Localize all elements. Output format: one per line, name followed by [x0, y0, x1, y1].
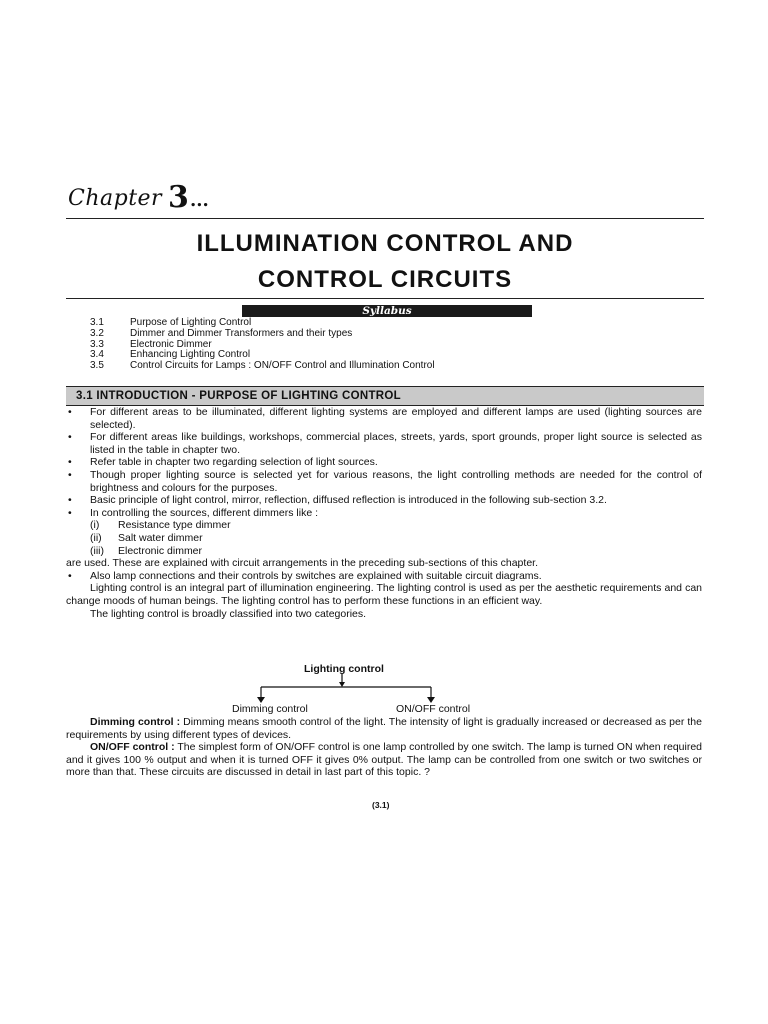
dimmer-number: (ii)	[90, 531, 102, 544]
dimmer-item	[66, 519, 702, 532]
syllabus-item-text: Electronic Dimmer	[130, 338, 212, 350]
diagram-arrows	[66, 660, 704, 718]
dimmer-number: (i)	[90, 519, 100, 532]
section-header	[66, 386, 704, 406]
syllabus-item-number: 3.3	[90, 338, 104, 350]
dimming-control-label: Dimming control :	[90, 716, 181, 728]
dimming-control-text: Dimming means smooth control of the light. The intensity of light is gradually increased or decreased as per the requirements by using different types of devices.	[66, 716, 702, 741]
syllabus-item-text: Dimmer and Dimmer Transformers and their types	[130, 327, 353, 339]
bullet-item	[66, 469, 702, 494]
title-line-2: CONTROL CIRCUITS	[257, 266, 513, 293]
dimmer-text: Salt water dimmer	[118, 531, 203, 544]
syllabus-item-text: Enhancing Lighting Control	[130, 349, 251, 361]
title-line-1: ILLUMINATION CONTROL AND	[196, 230, 574, 257]
chapter-heading	[68, 180, 708, 220]
dimming-control-paragraph	[66, 716, 702, 741]
control-definitions	[66, 716, 702, 779]
bullet-icon: •	[68, 468, 72, 481]
classification-diagram	[66, 660, 704, 718]
chapter-title	[66, 226, 704, 298]
title-rule	[66, 298, 704, 299]
syllabus-heading: Syllabus	[242, 305, 532, 317]
dimmer-number: (iii)	[90, 544, 104, 557]
onoff-control-text: The simplest form of ON/OFF control is one lamp controlled by one switch. The lamp is turned ON when required and it gives 100 % output and when it is turned OFF it gives 0% output. The lamp can be controlled from one switch or two switches or more than that. These circuits are discussed in detail in last part of this topic. ?	[66, 741, 703, 779]
bullet-icon: •	[68, 431, 72, 444]
chapter-number: 3	[168, 180, 189, 215]
bullet-icon: •	[68, 456, 72, 469]
syllabus-item-number: 3.5	[90, 360, 104, 372]
bullet-text: Refer table in chapter two regarding selection of light sources.	[90, 456, 378, 469]
page-number: (3.1)	[372, 800, 390, 810]
bullet-icon: •	[68, 494, 72, 507]
bullet-text: Though proper lighting source is selected yet for various reasons, the light controlling methods are needed for the control of brightness and colours for the purposes.	[90, 468, 702, 494]
syllabus-item-text: Control Circuits for Lamps : ON/OFF Control and Illumination Control	[130, 360, 435, 372]
dimmer-item	[66, 532, 702, 545]
dimmer-text: Electronic dimmer	[118, 544, 203, 557]
section-title: 3.1 INTRODUCTION - PURPOSE OF LIGHTING CONTROL	[76, 390, 401, 402]
bullet-icon: •	[68, 506, 72, 519]
syllabus-item-number: 3.1	[90, 317, 104, 328]
bullet-item	[66, 507, 702, 520]
dimmer-text: Resistance type dimmer	[118, 519, 231, 532]
bullet-item	[66, 431, 702, 456]
syllabus-list	[90, 318, 435, 372]
after-dimmers-text: are used. These are explained with circuit arrangements in the preceding sub-sections of this chapter.	[66, 557, 538, 570]
paragraph-classification: The lighting control is broadly classified into two categories.	[90, 607, 367, 620]
diagram-right-label: ON/OFF control	[396, 703, 471, 715]
chapter-word: Chapter	[68, 186, 163, 211]
syllabus-item-text: Purpose of Lighting Control	[130, 317, 252, 328]
syllabus-item-number: 3.4	[90, 349, 104, 361]
bullet-item	[66, 456, 702, 469]
bullet-text: Basic principle of light control, mirror, reflection, diffused reflection is introduced in the following sub-section 3.2.	[90, 494, 607, 507]
diagram-root-label: Lighting control	[304, 663, 384, 675]
syllabus-item	[90, 361, 435, 372]
diagram-stem-arrowhead	[339, 682, 345, 687]
bullet-item	[66, 570, 702, 583]
diagram-left-label: Dimming control	[232, 703, 308, 715]
paragraph-lighting-control: Lighting control is an integral part of illumination engineering. The lighting control is used as per the aesthetic requirements and can change moods of human beings. The lighting control has to perform these functions in an efficient way.	[66, 582, 702, 607]
bullet-icon: •	[68, 406, 72, 418]
dimmer-item	[66, 545, 702, 558]
bullet-text: Also lamp connections and their controls by switches are explained with suitable circuit diagrams.	[90, 569, 542, 582]
bullet-item	[66, 406, 702, 431]
bullet-icon: •	[68, 569, 72, 582]
bullet-text: In controlling the sources, different dimmers like :	[90, 506, 318, 519]
chapter-dots: ...	[190, 190, 209, 211]
bullet-text: For different areas to be illuminated, different lighting systems are employed and different lamps are used (lighting sources are selected).	[90, 406, 702, 431]
onoff-control-paragraph	[66, 741, 702, 779]
syllabus-item-number: 3.2	[90, 327, 104, 339]
bullet-text: For different areas like buildings, workshops, commercial places, streets, yards, sport grounds, proper light source is selected as listed in the table in chapter two.	[90, 431, 702, 456]
top-rule	[66, 218, 704, 219]
syllabus-item	[90, 329, 435, 340]
bullet-item	[66, 494, 702, 507]
onoff-control-label: ON/OFF control :	[90, 741, 175, 754]
section-body	[66, 406, 702, 620]
